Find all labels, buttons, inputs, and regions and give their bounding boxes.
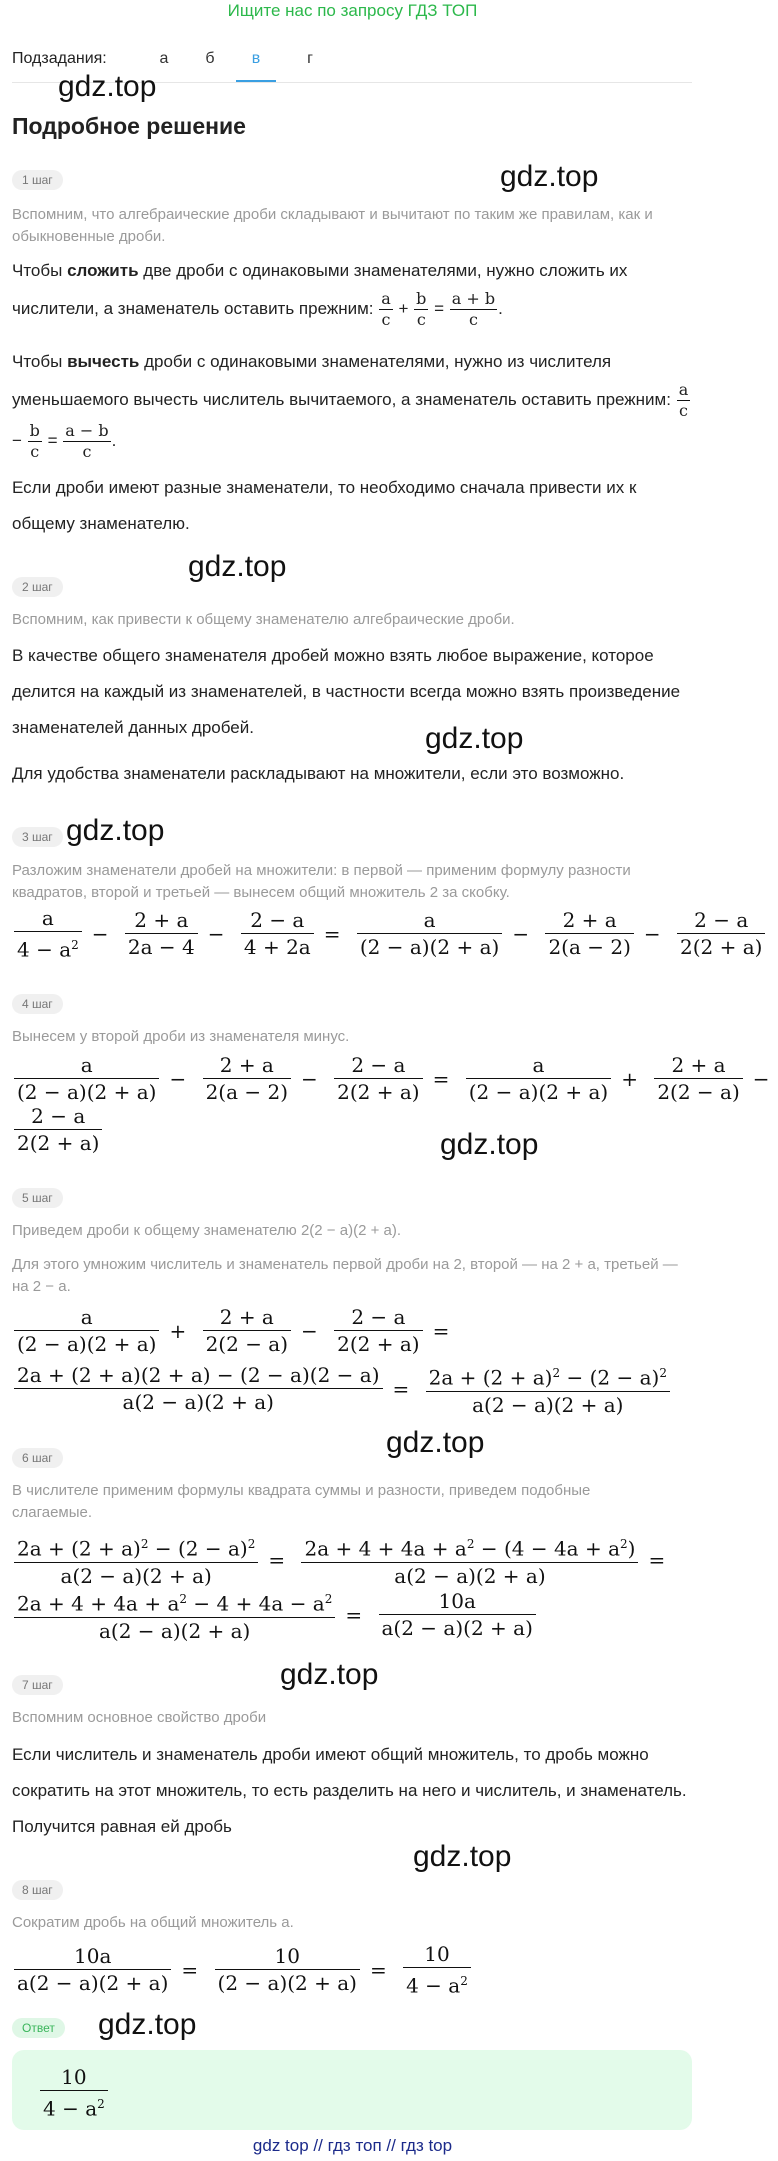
equation: $\frac{10a}{a(2 - a)(2 + a)}$ = $\frac{10}{(2 - a)(2 + a)}$ = $\frac{10}{4 - a^2}$ (12, 1941, 473, 1999)
step-hint: Вынесем у второй дроби из знаменателя минус. (12, 1028, 350, 1045)
subtasks-label: Подзадания: (12, 50, 107, 67)
equation: $\frac{a}{(2 - a)(2 + a)}$ + $\frac{2 + a}{2(2 - a)}$ − $\frac{2 - a}{2(2 + a)}$ = (12, 1304, 457, 1357)
step-text: Для удобства знаменатели раскладывают на множители, если это возможно. (12, 764, 625, 783)
step-hint: Вспомним основное свойство дроби (12, 1709, 267, 1726)
equation: $\frac{a}{4 - a^2}$ − $\frac{2 + a}{2a - 4}$ − $\frac{2 - a}{4 + 2a}$ = $\frac{a}{(2 - a)(2 + a)}$ − $\frac{2 + a}{2(a - 2)}$ − $\frac{2 - a}{2(2 + a)}$ (12, 905, 767, 963)
watermark: gdz.top (413, 1840, 512, 1873)
step-hint: Для этого умножим числитель и знаменатель первой дроби на 2, второй — на 2 + a, третьей — на 2 − a. (12, 1256, 678, 1295)
watermark: gdz.top (66, 814, 165, 847)
equation: $\frac{2a + (2 + a)(2 + a) - (2 - a)(2 - a)}{a(2 - a)(2 + a)}$ = $\frac{2a + (2 + a)^2 - (2 - a)^2}{a(2 - a)(2 + a)}$ (12, 1360, 672, 1418)
watermark: gdz.top (425, 722, 524, 755)
tab-a[interactable]: а (159, 50, 169, 67)
step-text: Если дроби имеют разные знаменатели, то необходимо сначала привести их к общему знаменателю. (12, 478, 637, 533)
step-badge: 7 шаг (12, 1675, 63, 1695)
equation: $\frac{2 - a}{2(2 + a)}$ (12, 1103, 104, 1156)
step-badge: 1 шаг (12, 170, 63, 190)
tab-v[interactable]: в (236, 50, 276, 82)
search-hint-link[interactable]: Ищите нас по запросу ГДЗ ТОП (227, 1, 478, 20)
step-hint: В числителе применим формулы квадрата суммы и разности, приведем подобные слагаемые. (12, 1482, 591, 1521)
watermark: gdz.top (386, 1426, 485, 1459)
watermark: gdz.top (280, 1658, 379, 1691)
answer-badge: Ответ (12, 2018, 65, 2038)
step-badge: 5 шаг (12, 1188, 63, 1208)
step-hint: Приведем дроби к общему знаменателю 2(2 − a)(2 + a). (12, 1222, 402, 1239)
step-text: Чтобы вычесть дроби с одинаковыми знаменателями, нужно из числителя уменьшаемого вычесть числитель вычитаемого, а знаменатель оставить прежним: $\frac{a}{c}$ − $\frac{b}{c}$ = $\frac{a - b}{c}$ . (12, 352, 689, 461)
watermark: gdz.top (440, 1128, 539, 1161)
equation: $\frac{a}{(2 - a)(2 + a)}$ − $\frac{2 + a}{2(a - 2)}$ − $\frac{2 - a}{2(2 + a)}$ = $\frac{a}{(2 - a)(2 + a)}$ + $\frac{2 + a}{2(2 - a)}$ − (12, 1052, 778, 1105)
step-badge: 3 шаг (12, 827, 63, 847)
footer-links[interactable]: gdz top // гдз топ // гдз top (252, 2136, 453, 2155)
watermark: gdz.top (58, 70, 157, 103)
step-hint: Сократим дробь на общий множитель a. (12, 1914, 294, 1931)
tab-g[interactable]: г (307, 50, 313, 67)
tab-b[interactable]: б (205, 50, 215, 67)
page-title: Подробное решение (12, 113, 246, 139)
step-hint: Разложим знаменатели дробей на множители: в первой — применим формулу разности квадратов, второй и третьей — вынесем общий множитель 2 за скобку. (12, 862, 631, 901)
step-text: Чтобы сложить две дроби с одинаковыми знаменателями, нужно сложить их числители, а знаменатель оставить прежним: $\frac{a}{c}$ + $\frac{b}{c}$ = $\frac{a + b}{c}$ . (12, 261, 628, 329)
step-hint: Вспомним, как привести к общему знаменателю алгебраические дроби. (12, 611, 515, 628)
equation: $\frac{2a + 4 + 4a + a^2 - 4 + 4a - a^2}{a(2 - a)(2 + a)}$ = $\frac{10a}{a(2 - a)(2 + a)}$ (12, 1586, 538, 1644)
step-badge: 4 шаг (12, 994, 63, 1014)
watermark: gdz.top (500, 160, 599, 193)
step-text: В качестве общего знаменателя дробей можно взять любое выражение, которое делится на каждый из знаменателей, в частности всегда можно взять произведение знаменателей данных дробей. (12, 646, 681, 737)
step-badge: 8 шаг (12, 1880, 63, 1900)
step-hint: Вспомним, что алгебраические дроби складывают и вычитают по таким же правилам, как и обыкновенные дроби. (12, 206, 653, 245)
step-text: Если числитель и знаменатель дроби имеют общий множитель, то дробь можно сократить на этот множитель, то есть разделить на него и числитель, и знаменатель. Получится равная ей дробь (12, 1745, 687, 1836)
answer-formula: $\frac{10}{4 - a^2}$ (38, 2064, 110, 2122)
step-badge: 2 шаг (12, 577, 63, 597)
watermark: gdz.top (98, 2008, 197, 2041)
watermark: gdz.top (188, 550, 287, 583)
step-badge: 6 шаг (12, 1448, 63, 1468)
answer-box (12, 2050, 692, 2130)
equation: $\frac{2a + (2 + a)^2 - (2 - a)^2}{a(2 - a)(2 + a)}$ = $\frac{2a + 4 + 4a + a^2 - (4 - 4a + a^2)}{a(2 - a)(2 + a)}$ = (12, 1531, 673, 1589)
